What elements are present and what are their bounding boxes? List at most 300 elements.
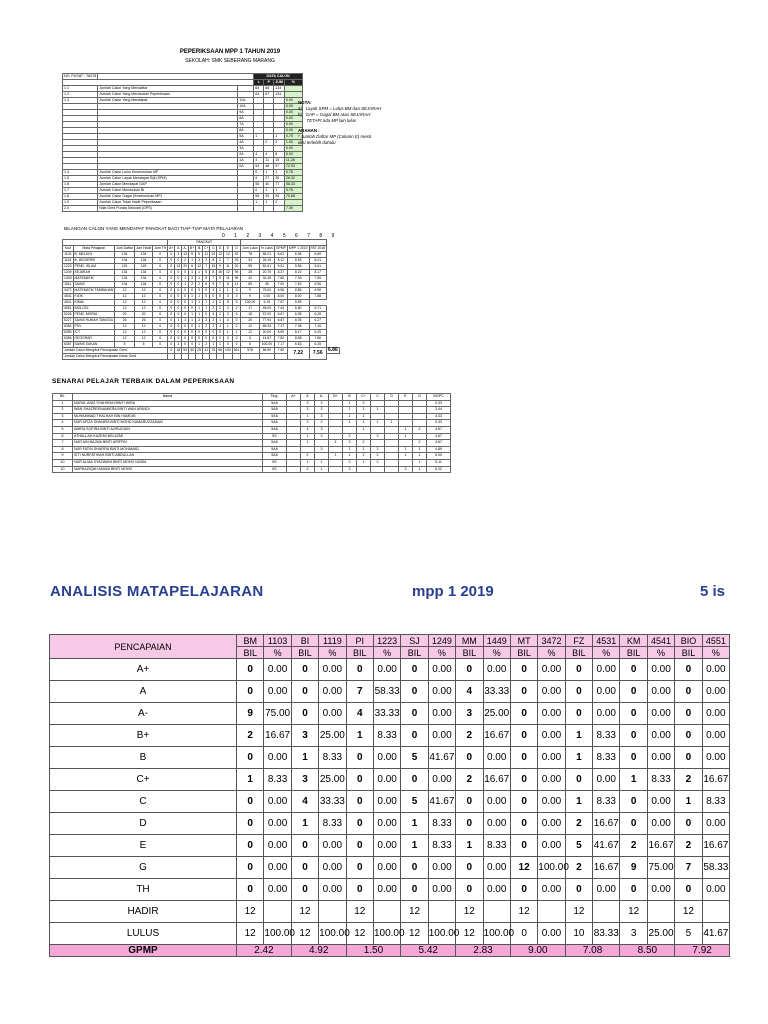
senarai-cell: 3 — [315, 413, 329, 420]
pct-value: 33.33 — [483, 681, 510, 703]
pct-value: 75.00 — [264, 703, 291, 725]
bil-value: 0 — [346, 659, 373, 681]
row-l: 64 — [254, 92, 264, 98]
grade-row — [50, 725, 730, 747]
pangkat-cell: 8.22 — [287, 270, 309, 276]
row-p: 27 — [264, 176, 274, 182]
subject-abbr: SJ — [401, 635, 428, 647]
hadir-value: 12 — [401, 901, 428, 923]
pangkat-cell: 134 — [134, 252, 152, 258]
pangkat-cell: 0 — [188, 336, 195, 342]
row-pct: 0.00 — [284, 128, 302, 134]
bil-value: 0 — [401, 725, 428, 747]
lulus-pct: 100.00 — [264, 923, 291, 945]
row-jum: 8 — [274, 152, 285, 158]
senarai-cell: 5A6 — [263, 407, 287, 414]
pangkat-cell: 1 — [196, 270, 203, 276]
pangkat-cell: 11 — [232, 282, 241, 288]
bil-scale: 0 1 2 3 4 5 6 7 8 9 — [222, 233, 335, 239]
pct-label: % — [647, 647, 674, 659]
pct-value: 8.33 — [264, 769, 291, 791]
senarai-cell: 2 — [413, 426, 427, 433]
senarai-cell — [385, 459, 399, 466]
pangkat-cell: 5 — [203, 270, 210, 276]
pangkat-col-9: B — [196, 246, 203, 252]
bil-value: 0 — [565, 703, 592, 725]
grade-label: A — [50, 681, 237, 703]
row-no: 1.6 — [63, 182, 98, 188]
bil-value: 0 — [675, 681, 702, 703]
pangkat-cell: 0 — [153, 258, 168, 264]
pct-value: 25.00 — [319, 725, 346, 747]
arahan-title: ARAHAN : — [298, 128, 320, 133]
pangkat-cell: 0 — [182, 300, 189, 306]
senarai-cell: 2 — [53, 407, 73, 414]
pct-value: 8.33 — [483, 835, 510, 857]
hadir-value: 12 — [237, 901, 264, 923]
senarai-cell: 2 — [371, 433, 385, 440]
row-jum: 2 — [274, 200, 285, 206]
hadir-value: 12 — [620, 901, 647, 923]
pangkat-cell: 0 — [168, 330, 175, 336]
pangkat-cell: 1 — [182, 276, 189, 282]
empty-cell — [241, 354, 259, 360]
gpmp-value: 2.83 — [456, 945, 511, 957]
hadir-value: 12 — [675, 901, 702, 923]
row-no: 1.2 — [63, 92, 98, 98]
empty-cell — [210, 354, 217, 360]
senarai-cell: 2 — [357, 400, 371, 407]
pangkat-cell: 3 — [232, 294, 241, 300]
bil-value: 0 — [346, 769, 373, 791]
row-p: 1 — [264, 188, 274, 194]
pangkat-cell: 1 — [203, 306, 210, 312]
pangkat-cell: 3 — [232, 288, 241, 294]
pangkat-cell: 0 — [153, 336, 168, 342]
pangkat-cell: 12 — [134, 294, 152, 300]
senarai-row — [53, 433, 451, 440]
empty-cell — [702, 901, 729, 923]
row-no: 2.0 — [63, 206, 98, 212]
pct-label: % — [373, 647, 400, 659]
empty-cell — [217, 354, 224, 360]
pct-value: 0.00 — [647, 681, 674, 703]
pct-value: 0.00 — [428, 703, 455, 725]
pangkat-cell: 3 — [224, 294, 233, 300]
pangkat-cell: 6 — [232, 312, 241, 318]
pct-value: 16.67 — [264, 725, 291, 747]
senarai-cell — [385, 466, 399, 473]
grade-row — [50, 835, 730, 857]
pct-value: 0.00 — [264, 835, 291, 857]
pangkat-cell: SAINS RUMAH TANGGA — [74, 318, 114, 322]
grade-label: TH — [50, 879, 237, 901]
pangkat-cell: 5 — [217, 294, 224, 300]
row-label: Jumlah Calon Yang Mendaftar — [98, 86, 238, 92]
pangkat-cell: MATEMATIK TAMBAHAN — [74, 288, 114, 292]
bil-value: 0 — [237, 879, 264, 901]
pangkat-cell: 5.19 — [259, 300, 274, 306]
data-calon-row — [63, 206, 303, 212]
pangkat-cell: 134 — [134, 276, 152, 282]
row-kategori: 0A — [238, 164, 254, 170]
senarai-cell — [287, 400, 301, 407]
senarai-cell — [343, 426, 357, 433]
senarai-cell: 4 — [329, 440, 343, 447]
pangkat-cell: 15 — [211, 264, 216, 268]
pct-value: 0.00 — [702, 813, 729, 835]
bil-value: 0 — [675, 725, 702, 747]
subject-abbr: MM — [456, 635, 483, 647]
pangkat-cell: 2 — [188, 282, 195, 288]
bil-value: 0 — [510, 813, 537, 835]
bil-value: 0 — [510, 703, 537, 725]
pangkat-cell: 0 — [210, 336, 217, 342]
senarai-cell — [329, 446, 343, 453]
pangkat-cell: 12 — [115, 336, 135, 342]
pangkat-cell: 2 — [217, 306, 224, 312]
pangkat-cell: 7 — [224, 258, 233, 264]
row-kategori: 8A — [238, 116, 254, 122]
pangkat-cell: 96 — [232, 276, 241, 282]
pangkat-cell: 94 — [232, 270, 241, 276]
senarai-cell — [329, 400, 343, 407]
senarai-cell — [329, 459, 343, 466]
lulus-pct: 100.00 — [428, 923, 455, 945]
pangkat-cell: 2 — [203, 342, 210, 348]
senarai-cell — [413, 400, 427, 407]
pangkat-cell: 0 — [217, 336, 224, 342]
pct-value: 0.00 — [647, 725, 674, 747]
senarai-cell: 1 — [343, 453, 357, 460]
bil-value: 2 — [675, 835, 702, 857]
student-name: WAN SHAZREENAMIERA BINTI WAN AFANDI — [73, 407, 263, 414]
pangkat-cell: 0 — [175, 282, 182, 288]
pct-value: 0.00 — [373, 791, 400, 813]
pangkat-col-0: Kod — [63, 246, 74, 252]
bil-value: 1 — [291, 813, 318, 835]
senarai-col-6: B+ — [329, 394, 343, 401]
row-no: 1.7 — [63, 188, 98, 194]
senarai-cell: 1 — [413, 446, 427, 453]
pct-value: 8.33 — [702, 791, 729, 813]
pangkat-cell: 1511 — [64, 282, 72, 286]
bil-value: 0 — [620, 703, 647, 725]
senarai-cell: 2 — [315, 420, 329, 427]
senarai-cell: 1 — [357, 426, 371, 433]
bil-value: 0 — [675, 747, 702, 769]
empty-cell — [188, 354, 195, 360]
pangkat-cell: 2 — [217, 300, 224, 306]
senarai-cell: 1 — [399, 453, 413, 460]
senarai-cell — [385, 440, 399, 447]
pangkat-cell: 5 — [241, 336, 259, 342]
pangkat-cell: 1 — [196, 276, 203, 282]
bil-value: 0 — [346, 747, 373, 769]
pangkat-cell: 1 — [232, 330, 241, 336]
row-p: 68 — [264, 86, 274, 92]
pangkat-total-cell: 56.90 — [259, 348, 274, 354]
bil-value: 0 — [237, 747, 264, 769]
pangkat-cell: 1 — [175, 318, 182, 324]
pangkat-cell: 8.00 — [287, 294, 309, 300]
row-l: 4 — [254, 158, 264, 164]
grade-label: C+ — [50, 769, 237, 791]
pangkat-cell: 95 — [241, 264, 259, 270]
senarai-cell — [301, 446, 315, 453]
hadir-value: 12 — [456, 901, 483, 923]
student-name: SITI NURFATIHAH BINTI ABDULLAH — [73, 453, 263, 460]
pct-label: % — [264, 647, 291, 659]
senarai-cell — [399, 420, 413, 427]
pangkat-total-cell: 18 — [176, 348, 181, 352]
senarai-cell: 5 — [53, 426, 73, 433]
grade-row — [50, 747, 730, 769]
senarai-cell — [287, 440, 301, 447]
grade-label: G — [50, 857, 237, 879]
pangkat-cell: 3 — [188, 276, 195, 282]
senarai-cell: 1 — [301, 459, 315, 466]
senarai-cell — [385, 426, 399, 433]
pangkat-cell: 8 — [210, 270, 217, 276]
pangkat-cell: 7.00 — [274, 282, 287, 288]
hadir-row — [50, 901, 730, 923]
hadir-value: 12 — [565, 901, 592, 923]
pangkat-cell: 2 — [203, 324, 210, 330]
pangkat-total-cell: 41 — [204, 348, 209, 352]
senarai-row — [53, 446, 451, 453]
pangkat-cell: 53 — [232, 252, 241, 258]
pangkat-cell: 9 — [217, 276, 224, 282]
pangkat-cell: 20 — [115, 312, 135, 318]
pangkat-cell: 20.75 — [259, 270, 274, 276]
senarai-cell: 5A6 — [263, 420, 287, 427]
pangkat-cell: 20 — [183, 264, 187, 268]
senarai-cell: 1 — [413, 459, 427, 466]
row-kategori: 3A — [238, 146, 254, 152]
bil-value: 0 — [675, 703, 702, 725]
pangkat-cell: 1 — [188, 318, 195, 324]
senarai-cell: 1 — [301, 440, 315, 447]
row-label: Jumlah Calon Yang Menduduki Peperiksaan — [98, 92, 238, 98]
senarai-row — [53, 420, 451, 427]
pangkat-cell: 0 — [153, 276, 168, 282]
pct-value: 0.00 — [483, 747, 510, 769]
pangkat-cell: 12 — [115, 300, 135, 306]
grade-label: A- — [50, 703, 237, 725]
row-p: 1 — [264, 200, 274, 206]
senarai-cell — [399, 440, 413, 447]
pct-value: 0.00 — [593, 769, 620, 791]
row-jum: 35 — [274, 176, 285, 182]
senarai-cell — [329, 433, 343, 440]
pangkat-cell: 5 — [134, 342, 152, 348]
pangkat-cell: 48.05 — [259, 306, 274, 312]
grade-row — [50, 879, 730, 901]
pct-value: 0.00 — [319, 857, 346, 879]
senarai-cell: 1 — [357, 407, 371, 414]
pangkat-cell: 0 — [182, 270, 189, 276]
pct-value: 0.00 — [373, 769, 400, 791]
pct-value: 0.00 — [647, 659, 674, 681]
report-title: PEPERIKSAAN MPP 1 TAHUN 2019 — [179, 49, 281, 55]
row-label: Jumlah Calon Lulus Keseluruhan MP — [98, 170, 238, 176]
senarai-cell — [329, 413, 343, 420]
pangkat-cell: 41.67 — [259, 336, 274, 342]
row-pct: 0.00 — [284, 110, 302, 116]
pangkat-cell: 45 — [259, 282, 274, 288]
pangkat-cell: 9 — [210, 282, 217, 288]
pangkat-cell: 1 — [224, 288, 233, 294]
senarai-cell — [371, 466, 385, 473]
nota-b: GAP = Gagal BM atau SEJARAH — [305, 112, 371, 117]
empty-cell — [224, 354, 233, 360]
pangkat-cell: SAINS SUKAN — [73, 342, 115, 348]
gpmp-label: GPMP — [50, 945, 237, 957]
pangkat-cell: 134 — [115, 252, 135, 258]
senarai-cell: 2 — [315, 407, 329, 414]
pct-value: 100.00 — [538, 857, 565, 879]
pangkat-cell: SEJARAH — [73, 270, 115, 276]
bil-value: 1 — [346, 725, 373, 747]
pangkat-cell: 5227 — [64, 318, 72, 322]
senarai-cell: 5.22 — [427, 466, 451, 473]
pangkat-cell: 1 — [217, 324, 224, 330]
senarai-cell — [371, 426, 385, 433]
pct-label: % — [538, 647, 565, 659]
pangkat-cell: 0.00 — [259, 294, 274, 300]
pangkat-cell: 2 — [224, 306, 233, 312]
senarai-cell — [287, 407, 301, 414]
hadir-value: 12 — [291, 901, 318, 923]
senarai-cell: 6 — [53, 433, 73, 440]
pangkat-cell: 13 — [183, 252, 187, 256]
pct-value: 0.00 — [264, 791, 291, 813]
bil-value: 0 — [620, 747, 647, 769]
pangkat-cell: 1 — [188, 300, 195, 306]
pangkat-cell: 12 — [241, 330, 259, 336]
pangkat-cell: 19 — [211, 252, 216, 256]
bil-value: 1 — [565, 791, 592, 813]
pangkat-cell: 34 — [241, 258, 259, 264]
grade-label: E — [50, 835, 237, 857]
senarai-cell — [399, 459, 413, 466]
grade-row — [50, 791, 730, 813]
bil-value: 2 — [675, 769, 702, 791]
row-kategori: 2A — [238, 152, 254, 158]
lulus-bil: 3 — [620, 923, 647, 945]
row-pct: 0.00 — [284, 116, 302, 122]
nota-b2: TETAPI ada MP lain lulus — [306, 118, 357, 123]
pct-value: 0.00 — [264, 747, 291, 769]
gpmp-value: 4.92 — [291, 945, 346, 957]
pct-value: 0.00 — [264, 813, 291, 835]
grade-label: D — [50, 813, 237, 835]
subject-abbr: FZ — [565, 635, 592, 647]
pangkat-cell: 12 — [241, 324, 259, 330]
pct-value: 0.00 — [319, 879, 346, 901]
row-kategori: 11A — [238, 98, 254, 104]
pangkat-cell: PEND. MORAL — [73, 312, 115, 318]
pangkat-cell: 0 — [182, 312, 189, 318]
student-name: NURUL ANIS SYAHIRAH BINTI WIRA — [73, 400, 263, 407]
senarai-cell — [287, 420, 301, 427]
pangkat-cell: 0 — [153, 324, 168, 330]
pangkat-cell: 12 — [115, 294, 135, 300]
pct-value: 8.33 — [428, 813, 455, 835]
pangkat-cell: 42 — [241, 276, 259, 282]
empty-cell — [175, 354, 182, 360]
senarai-col-8: C+ — [357, 394, 371, 401]
subject-code: 4541 — [647, 635, 674, 647]
bil-value: 0 — [237, 857, 264, 879]
senarai-cell — [371, 400, 385, 407]
pangkat-col-14: G — [232, 246, 241, 252]
pct-value: 0.00 — [702, 747, 729, 769]
bil-value: 4 — [456, 681, 483, 703]
pct-value: 0.00 — [647, 813, 674, 835]
row-jum: 134 — [274, 92, 285, 98]
pangkat-cell: 6.67 — [274, 312, 287, 318]
pct-value: 0.00 — [647, 879, 674, 901]
pct-value: 0.00 — [593, 681, 620, 703]
pangkat-total-label: Jumlah Calon Mengikut Pencapaian Gred — [63, 348, 168, 354]
row-l: 4 — [254, 152, 264, 158]
pct-value: 0.00 — [702, 703, 729, 725]
senarai-col-3: A+ — [287, 394, 301, 401]
bil-value: 1 — [565, 747, 592, 769]
nota-title: NOTA: — [298, 100, 312, 105]
row-p: 67 — [264, 92, 274, 98]
pangkat-col-19: PAT 2018 — [310, 246, 326, 250]
senarai-cell: 2 — [357, 440, 371, 447]
pct-value: 0.00 — [319, 681, 346, 703]
pangkat-cell: B. INGGERIS — [73, 258, 115, 264]
senarai-cell: 3 — [301, 420, 315, 427]
senarai-cell: 2 — [343, 413, 357, 420]
bil-value: 2 — [620, 835, 647, 857]
bil-value: 1 — [401, 813, 428, 835]
analisis-exam: mpp 1 2019 — [412, 583, 494, 600]
pangkat-cell: 0 — [168, 264, 175, 270]
senarai-cell: 2 — [371, 453, 385, 460]
pangkat-cell: 6.69 — [309, 252, 327, 258]
subject-abbr: BM — [237, 635, 264, 647]
pangkat-cell: 0 — [203, 336, 210, 342]
nota-a: Layak SPM = Lulus BM dan SEJARAH — [305, 106, 382, 111]
pangkat-cell: 0 — [224, 336, 233, 342]
pangkat-cell: 134 — [115, 270, 135, 276]
row-no: 1.3 — [63, 98, 98, 104]
pangkat-cell: 0 — [182, 306, 189, 312]
senarai-cell — [385, 400, 399, 407]
pangkat-cell: 0 — [175, 294, 182, 300]
pangkat-cell: 12 — [134, 336, 152, 342]
pangkat-cell: 7.17 — [274, 324, 287, 330]
empty-cell — [483, 901, 510, 923]
senarai-cell — [329, 426, 343, 433]
pangkat-cell: 69 — [241, 282, 259, 288]
pangkat-cell: 16 — [218, 270, 222, 274]
pct-value: 41.67 — [593, 835, 620, 857]
senarai-col-5: A- — [315, 394, 329, 401]
pct-value: 8.33 — [593, 725, 620, 747]
pct-value: 0.00 — [647, 791, 674, 813]
bil-value: 0 — [401, 857, 428, 879]
row-p: 40 — [264, 182, 274, 188]
bil-value: 0 — [565, 769, 592, 791]
pangkat-cell: 0 — [168, 276, 175, 282]
